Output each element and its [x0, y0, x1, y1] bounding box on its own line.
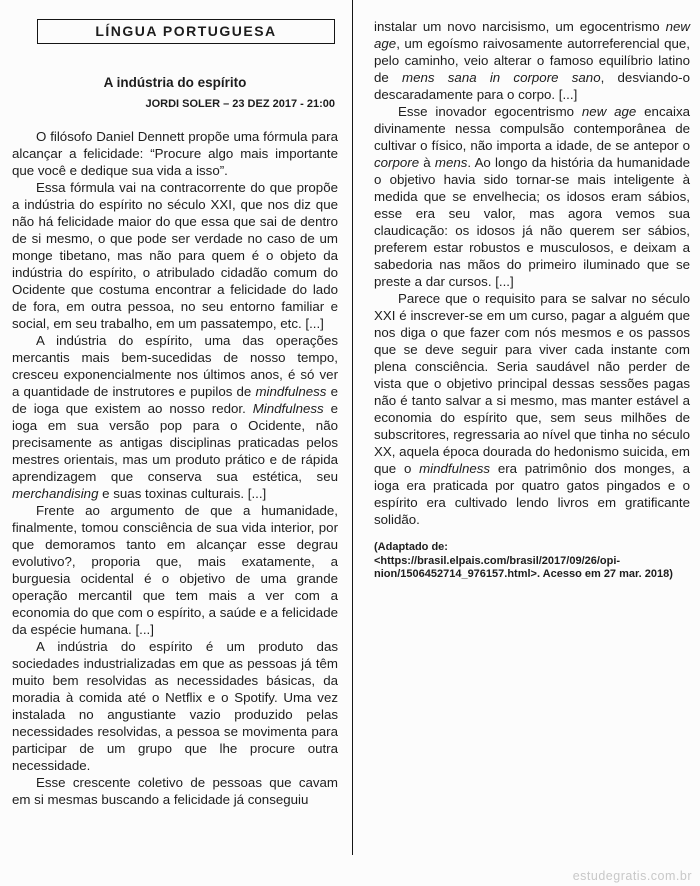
paragraph [374, 103, 690, 290]
italic-text-run: new age [581, 104, 637, 119]
italic-text-run: mindfulness [419, 461, 491, 476]
text-run: , um egoísmo raivosamente autorreferencial que, pelo caminho, veio alterar o famoso equilíbrio latino de [374, 36, 690, 85]
italic-text-run: mens sana in corpore sano [402, 70, 601, 85]
paragraph [374, 18, 690, 103]
subject-header-box [37, 19, 335, 44]
text-run: . Ao longo da história da humanidade o objetivo havia sido tornar-se mais inteligente à medida que se envelhecia; os idosos eram sábios, esse era seu valor, mas agora vemos sua claudicação: os idosos já não querem ser sábios, preferem estar robustos e musculosos, e deixam a sabedoria nas mãos do primeiro iluminado que se preste a dar cursos. [...] [374, 155, 690, 289]
text-run: e ioga em sua versão pop para o Ocidente, não precisamente as antigas disciplinas praticadas pelos mestres orientais, mas um produto prático e de rápida aprendizagem que conserva sua estética, seu [12, 401, 338, 484]
italic-text-run: merchandising [12, 486, 99, 501]
text-run: instalar um novo narcisismo, um egocentrismo [374, 19, 666, 34]
paragraph [374, 290, 690, 528]
text-run: O filósofo Daniel Dennett propõe uma fórmula para alcançar a felicidade: “Procure algo mais importante que você e dedique sua vida a isso”. [12, 129, 338, 178]
italic-text-run: mens [434, 155, 468, 170]
text-run: à [419, 155, 435, 170]
text-run: A indústria do espírito, uma das operações mercantis mais bem-sucedidas de nosso tempo, cresceu exponencialmente nos últimos anos, é só ver a quantidade de instrutores e pupilos de [12, 333, 338, 399]
text-run: Esse crescente coletivo de pessoas que cavam em si mesmas buscando a felicidade já conseguiu [12, 775, 338, 807]
paragraph [12, 638, 338, 774]
paragraph [12, 332, 338, 502]
citation-line: nion/1506452714_976157.html>. Acesso em 27 mar. 2018) [374, 568, 673, 580]
text-run: era patrimônio dos monges, a ioga era praticada por quatro gatos pingados e o espírito era cultivado lendo livros em gratificante solidão. [374, 461, 690, 527]
text-run: Parece que o requisito para se salvar no século XXI é inscrever-se em um curso, pagar a alguém que nos diga o que fazer com nós mesmos e os passos que se deve seguir para viver cada instante com plena consciência. Seria saudável não perder de vista que o objetivo principal dessas sessões pagas não é tanto salvar a si mesmo, mas manter estável a economia do espírito que, sem seus milhões de subscritores, regressaria ao nível que tinha no século XX, aquela época dourada do hedonismo suicida, em que o [374, 291, 690, 476]
paragraph [12, 774, 338, 808]
paragraph [12, 128, 338, 179]
paragraph [12, 502, 338, 638]
watermark-text: estudegratis.com.br [572, 869, 692, 883]
citation-line: (Adaptado de: <https://brasil.elpais.com/brasil/2017/09/26/opi- [374, 541, 621, 567]
text-run: Esse inovador egocentrismo [398, 104, 582, 119]
text-run: , desviando-o descaradamente para o corpo. [...] [374, 70, 690, 102]
text-run: Frente ao argumento de que a humanidade, finalmente, tomou consciência de sua vida interior, por que demoramos tanto em alcançar esse degrau evolutivo?, proporia que, mais exatamente, a burguesia ocidental é o objetivo de uma grande operação mercantil que tem mais a ver com a economia do que com o espírito, a saúde e a felicidade da espécie humana. [...] [12, 503, 338, 637]
subject-label: LÍNGUA PORTUGUESA [95, 23, 277, 39]
column-divider [352, 0, 353, 855]
article-title: A indústria do espírito [103, 75, 247, 90]
text-run: Essa fórmula vai na contracorrente do que propõe a indústria do espírito no século XXI, que nos diz que não há felicidade maior do que essa que sai de dentro de si mesmo, o que pode ser verdade no caso de um monge tibetano, mas não para quem é o objeto da indústria do espírito, o atribulado cidadão comum do Ocidente que costuma encontrar a felicidade do lado de fora, em outra pessoa, no seu entorno familiar e social, em seu trabalho, em um passatempo, etc. [...] [12, 180, 338, 331]
text-run: e de ioga que existem ao nosso redor. [12, 384, 338, 416]
right-column [374, 0, 690, 582]
paragraph [12, 179, 338, 332]
text-run: A indústria do espírito é um produto das sociedades industrializadas em que as pessoas já têm muito bem resolvidas as necessidades básicas, da moradia à comida até o Netflix e o Spotify. Uma vez instalada no angustiante vazio produzido pelas necessidades resolvidas, a pessoa se movimenta para participar de um grupo que lhe procure outra necessidade. [12, 639, 338, 773]
article-body-right [374, 18, 690, 528]
italic-text-run: corpore [374, 155, 420, 170]
text-run: encaixa divinamente nessa compulsão contemporânea de cultivar o físico, não importa a idade, de se antepor o [374, 104, 690, 153]
source-citation [374, 541, 690, 582]
italic-text-run: new age [374, 19, 690, 51]
article-body-left [12, 128, 338, 808]
left-column [12, 0, 338, 808]
italic-text-run: Mindfulness [252, 401, 324, 416]
italic-text-run: mindfulness [255, 384, 327, 399]
text-run: e suas toxinas culturais. [...] [98, 486, 267, 501]
article-byline: JORDI SOLER – 23 DEZ 2017 - 21:00 [145, 98, 335, 110]
